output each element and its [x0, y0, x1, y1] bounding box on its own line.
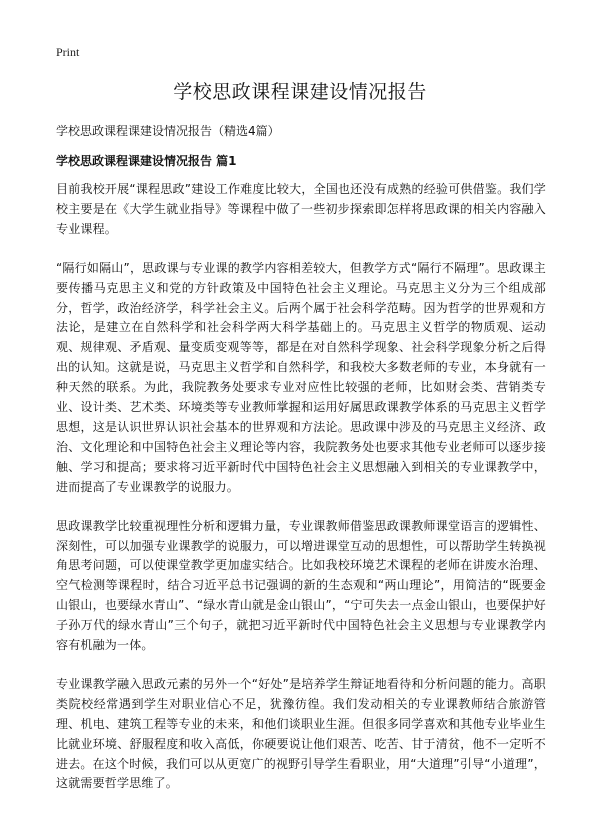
- paragraph: 专业课教学融入思政元素的另外一个“好处”是培养学生辩证地看待和分析问题的能力。高职类院校经常遇到学生对职业信心不足，犹豫彷徨。我们发动相关的专业课教师结合旅游管理、机电、建筑工程等专业的未来，和他们谈职业生涯。但很多同学喜欢和其他专业毕业生比就业环境、舒服程度和收入高低，你硬要说让他们艰苦、吃苦、甘于清贫，他不一定听不进去。在这个时候，我们可以从更宽广的视野引导学生看职业，用“大道理”引导“小道理”，这就需要哲学思维了。: [56, 676, 546, 791]
- paragraph: 思政课教学比较重视理性分析和逻辑力量，专业课教师借鉴思政课教师课堂语言的逻辑性、深刻性，可以加强专业课教学的说服力，可以增进课堂互动的思想性，可以帮助学生转换视角思考问题，可以使课堂教学更加虚实结合。比如我校环境艺术课程的老师在讲废水治理、空气检测等课程时，结合习近平总书记强调的新的生态观和“两山理论”，用简洁的“既要金山银山，也要绿水青山”、“绿水青山就是金山银山”，“宁可失去一点金山银山，也要保护好子孙万代的绿水青山”三个句子，就把习近平新时代中国特色社会主义思想与专业课教学内容有机融为一体。: [56, 518, 546, 653]
- document-subtitle: 学校思政课程课建设情况报告（精选4篇）: [56, 124, 280, 138]
- section-heading: 学校思政课程课建设情况报告 篇1: [56, 154, 237, 168]
- print-link[interactable]: Print: [56, 45, 80, 59]
- paragraph: 目前我校开展“课程思政”建设工作难度比较大，全国也还没有成熟的经验可供借鉴。我们学校主要是在《大学生就业指导》等课程中做了一些初步探索即怎样将思政课的相关内容融入专业课程。: [56, 182, 546, 236]
- paragraph: “隔行如隔山”，思政课与专业课的教学内容相差较大，但教学方式“隔行不隔理”。思政课主要传播马克思主义和党的方针政策及中国特色社会主义理论。马克思主义分为三个组成部分，哲学，政治经济学，科学社会主义。后两个属于社会科学范畴。因为哲学的世界观和方法论，是建立在自然科学和社会科学两大科学基础上的。马克思主义哲学的物质观、运动观、规律观、矛盾观、量变质变观等等，都是在对自然科学现象、社会科学现象分析之后得出的认知。这就是说，马克思主义哲学和自然科学，和我校大多数老师的专业，本身就有一种天然的联系。为此，我院教务处要求专业对应性比较强的老师，比如财会类、营销类专业、设计类、艺术类、环境类等专业教师掌握和运用好属思政课教学体系的马克思主义哲学思想，这是认识世界认识社会基本的世界观和方法论。思政课中涉及的马克思主义经济、政治、文化理论和中国特色社会主义理论等内容，我院教务处也要求其他专业老师可以逐步接触、学习和提高；要求将习近平新时代中国特色社会主义思想融入到相关的专业课教学中，进而提高了专业课教学的说服力。: [56, 260, 546, 494]
- document-title: 学校思政课程课建设情况报告: [173, 81, 427, 103]
- document-body: [56, 180, 546, 813]
